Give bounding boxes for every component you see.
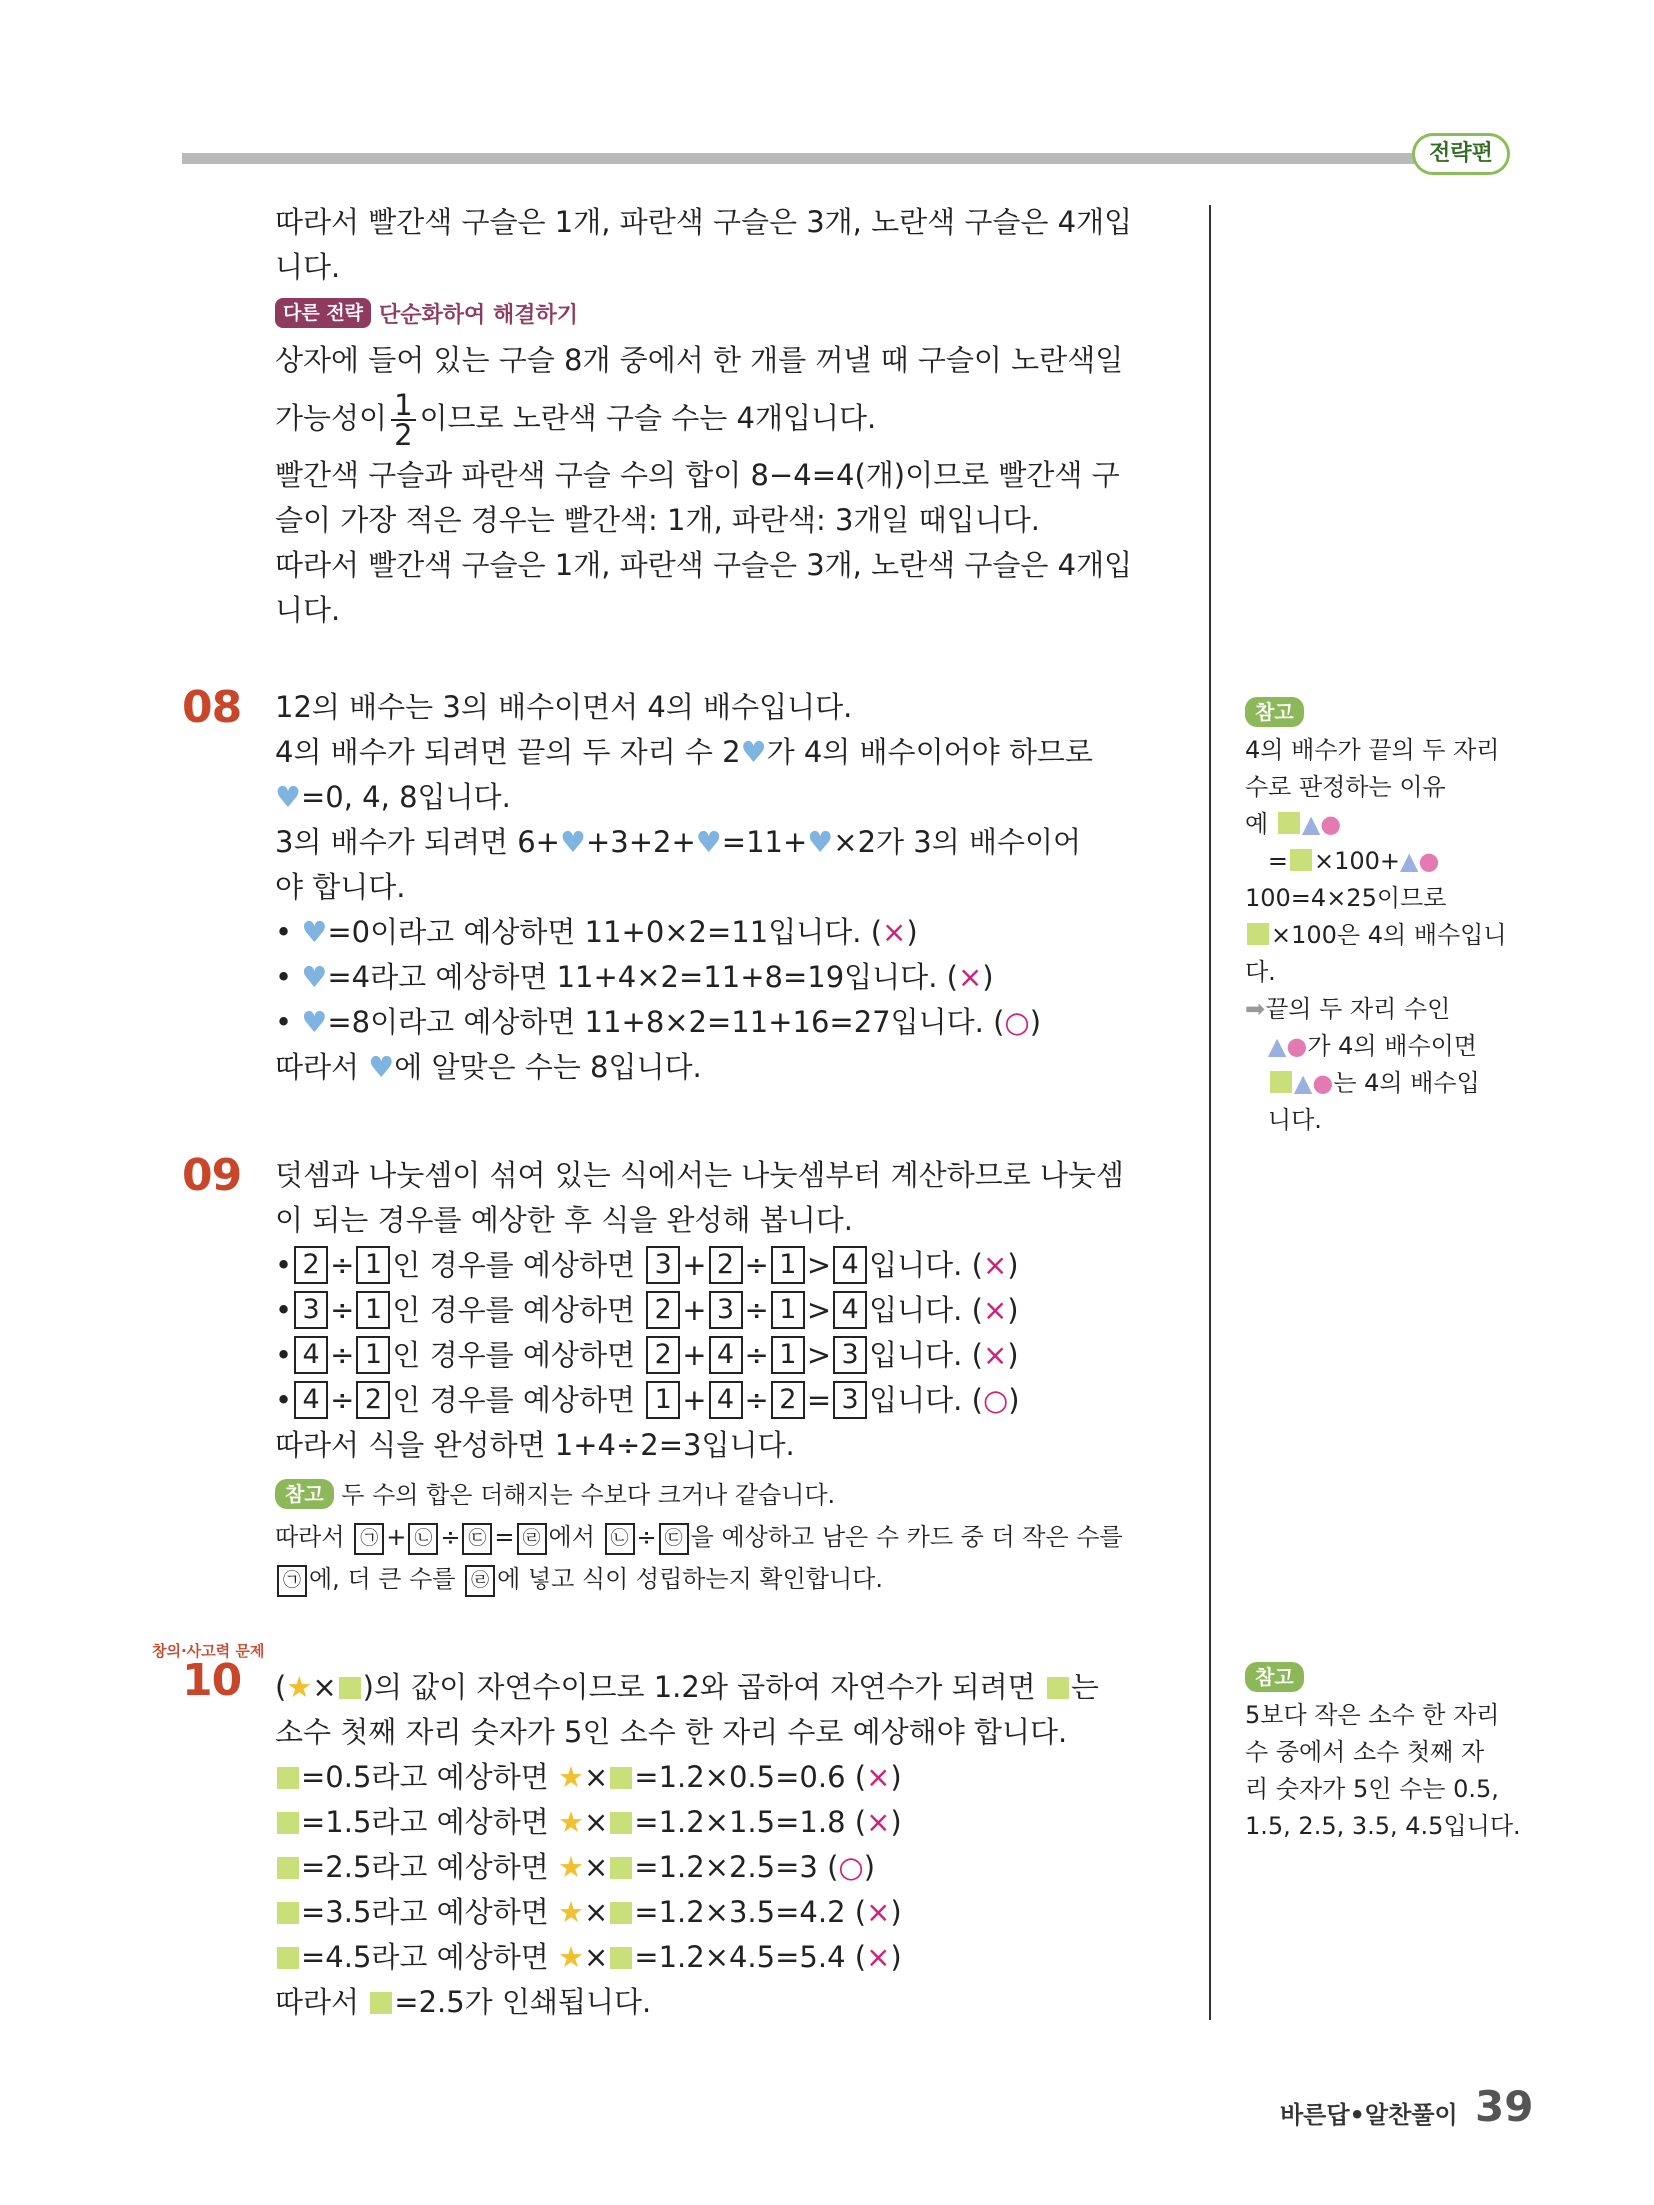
star-icon: ★ — [557, 1940, 584, 1974]
strategy-tag-row — [275, 290, 1180, 338]
q09-row: • 4 ÷ 1 인 경우를 예상하면 2 + 4 ÷ 1 > 3 입니다. (×) — [275, 1338, 1019, 1372]
number-box: 3 — [646, 1246, 680, 1284]
text-line: 4의 배수가 되려면 끝의 두 자리 수 2♥가 4의 배수이어야 하므로 — [275, 735, 1093, 769]
square-icon — [610, 1857, 632, 1879]
number-box: 2 — [356, 1381, 390, 1419]
square-icon — [370, 1992, 392, 2014]
star-icon: ★ — [286, 1670, 313, 1704]
result-mark: ○ — [838, 1850, 864, 1884]
text-line: 소수 첫째 자리 숫자가 5인 소수 한 자리 수로 예상해야 합니다. — [275, 1715, 1068, 1749]
number-box: 1 — [646, 1381, 680, 1419]
number-box: 4 — [709, 1336, 743, 1374]
number-box: 1 — [356, 1336, 390, 1374]
result-mark: ○ — [982, 1383, 1009, 1417]
square-icon — [610, 1812, 632, 1834]
text-line: 따라서 ♥에 알맞은 수는 8입니다. — [275, 1050, 702, 1084]
bullet-line: • ♥=0이라고 예상하면 11+0×2=11입니다. (×) — [275, 915, 918, 949]
star-icon: ★ — [557, 1805, 584, 1839]
q10-row: =3.5라고 예상하면 ★× =1.2×3.5=4.2 (×) — [275, 1890, 1180, 1935]
star-icon: ★ — [557, 1760, 584, 1794]
strategy-tag-text: 단순화하여 해결하기 — [379, 303, 578, 328]
heart-icon: ♥ — [740, 735, 767, 769]
number-box: 3 — [709, 1291, 743, 1329]
square-icon — [1247, 923, 1269, 945]
intro-section — [275, 200, 1180, 633]
bullet-line: • ♥=4라고 예상하면 11+4×2=11+8=19입니다. (×) — [275, 960, 994, 994]
heart-icon: ♥ — [301, 960, 328, 994]
square-icon — [339, 1677, 361, 1699]
footer-text: 바른답•알찬풀이 — [1280, 2101, 1458, 2129]
text-line: 슬이 가장 적은 경우는 빨간색: 1개, 파란색: 3개일 때입니다. — [275, 503, 1040, 537]
q09-rows — [275, 1243, 1180, 1423]
challenge-badge: 창의·사고력 문제 — [152, 1642, 265, 1660]
number-box: 2 — [294, 1246, 328, 1284]
bullet-line: • ♥=8이라고 예상하면 11+8×2=11+16=27입니다. (○) — [275, 1005, 1042, 1039]
text-line: 따라서 식을 완성하면 1+4÷2=3입니다. — [275, 1428, 795, 1462]
triangle-icon: ▲ — [1301, 810, 1321, 838]
q10-rows — [275, 1755, 1180, 1980]
question-number-10: 10 — [182, 1655, 242, 1706]
note-tag: 참고 — [1245, 697, 1304, 727]
fraction: $\frac{1}{2}$ — [391, 391, 415, 449]
page-number: 39 — [1475, 2082, 1534, 2131]
text-line: 야 합니다. — [275, 870, 406, 904]
result-mark: × — [866, 1895, 891, 1929]
q10-row: =1.5라고 예상하면 ★× =1.2×1.5=1.8 (×) — [275, 1800, 1180, 1845]
square-icon — [1047, 1677, 1069, 1699]
note-line: 참고 두 수의 합은 더해지는 수보다 크거나 같습니다. — [275, 1474, 1180, 1516]
column-divider — [1209, 205, 1211, 2020]
number-box: 1 — [356, 1246, 390, 1284]
square-icon — [610, 1767, 632, 1789]
note-line: ㉠ 에, 더 큰 수를 ㉣ 에 넣고 식이 성립하는지 확인합니다. — [275, 1558, 1180, 1600]
number-box: 4 — [294, 1336, 328, 1374]
text-line: 12의 배수는 3의 배수이면서 4의 배수입니다. — [275, 690, 853, 724]
q09-row: • 3 ÷ 1 인 경우를 예상하면 2 + 3 ÷ 1 > 4 입니다. (×) — [275, 1293, 1019, 1327]
correct-mark: ○ — [1004, 1005, 1030, 1039]
number-box: 3 — [833, 1381, 867, 1419]
circle-icon: ● — [1286, 1032, 1308, 1060]
heart-icon: ♥ — [301, 1005, 328, 1039]
heart-icon: ♥ — [301, 915, 328, 949]
section-badge: 전략편 — [1412, 133, 1510, 175]
text-line: 빨간색 구슬과 파란색 구슬 수의 합이 8−4=4(개)이므로 빨간색 구 — [275, 458, 1120, 492]
number-box: 2 — [646, 1336, 680, 1374]
text-line: 상자에 들어 있는 구슬 8개 중에서 한 개를 꺼낼 때 구슬이 노란색일 — [275, 343, 1124, 377]
wrong-mark: × — [882, 915, 907, 949]
text-line: 따라서 =2.5가 인쇄됩니다. — [275, 1985, 652, 2019]
number-box: 2 — [771, 1381, 805, 1419]
number-box: 1 — [771, 1336, 805, 1374]
text-line: (★× )의 값이 자연수이므로 1.2와 곱하여 자연수가 되려면 는 — [275, 1670, 1099, 1704]
number-box: 4 — [833, 1291, 867, 1329]
number-box: 2 — [709, 1246, 743, 1284]
q10-row: =4.5라고 예상하면 ★× =1.2×4.5=5.4 (×) — [275, 1935, 1180, 1980]
q08-section — [275, 685, 1180, 1090]
number-box: 4 — [709, 1381, 743, 1419]
number-box: 2 — [646, 1291, 680, 1329]
text-line: 3의 배수가 되려면 6+♥+3+2+♥=11+♥×2가 3의 배수이어 — [275, 825, 1082, 859]
square-icon — [277, 1767, 299, 1789]
heart-icon: ♥ — [275, 780, 301, 814]
number-box: 1 — [771, 1246, 805, 1284]
q10-row: =0.5라고 예상하면 ★× =1.2×0.5=0.6 (×) — [275, 1755, 1180, 1800]
text-line: 따라서 빨간색 구슬은 1개, 파란색 구슬은 3개, 노란색 구슬은 4개입 — [275, 205, 1133, 239]
result-mark: × — [982, 1293, 1008, 1327]
number-box: 3 — [294, 1291, 328, 1329]
heart-icon: ♥ — [807, 825, 834, 859]
square-icon — [610, 1947, 632, 1969]
number-box: 4 — [294, 1381, 328, 1419]
q10-row: =2.5라고 예상하면 ★× =1.2×2.5=3 (○) — [275, 1845, 1180, 1890]
result-mark: × — [982, 1248, 1008, 1282]
square-icon — [1278, 812, 1300, 834]
text-line: 따라서 빨간색 구슬은 1개, 파란색 구슬은 3개, 노란색 구슬은 4개입 — [275, 548, 1133, 582]
note-tag: 참고 — [1245, 1662, 1304, 1692]
q09-row: • 2 ÷ 1 인 경우를 예상하면 3 + 2 ÷ 1 > 4 입니다. (×) — [275, 1248, 1019, 1282]
question-number-09: 09 — [182, 1150, 242, 1201]
text-line: 이 되는 경우를 예상한 후 식을 완성해 봅니다. — [275, 1203, 853, 1237]
example-mark: 예 — [1245, 810, 1269, 838]
result-mark: × — [866, 1805, 891, 1839]
heart-icon: ♥ — [559, 825, 586, 859]
strategy-tag: 다른 전략 — [275, 298, 371, 328]
question-number-08: 08 — [182, 682, 242, 733]
text-line: ♥=0, 4, 8입니다. — [275, 780, 511, 814]
triangle-icon: ▲ — [1267, 1032, 1287, 1060]
text-line: 덧셈과 나눗셈이 섞여 있는 식에서는 나눗셈부터 계산하므로 나눗셈 — [275, 1158, 1124, 1192]
text-line: 니다. — [275, 593, 341, 627]
note-line: 따라서 ㉠ + ㉡ ÷ ㉢ = ㉣ 에서 ㉡ ÷ ㉢ 을 예상하고 남은 수 카드 중 더 작은 수를 — [275, 1516, 1180, 1558]
result-mark: × — [866, 1940, 891, 1974]
number-box: 4 — [833, 1246, 867, 1284]
q10-section — [275, 1665, 1180, 2025]
text-line: 니다. — [275, 250, 341, 284]
square-icon — [277, 1812, 299, 1834]
square-icon — [277, 1857, 299, 1879]
square-icon — [1270, 1071, 1292, 1093]
circle-icon: ● — [1418, 847, 1440, 875]
text-line-fraction: 가능성이 $\frac{1}{2}$ 이므로 노란색 구슬 수는 4개입니다. — [275, 388, 877, 452]
q09-row: • 4 ÷ 2 인 경우를 예상하면 1 + 4 ÷ 2 = 3 입니다. (○) — [275, 1383, 1020, 1417]
triangle-icon: ▲ — [1400, 847, 1419, 875]
number-box: 1 — [771, 1291, 805, 1329]
result-mark: × — [982, 1338, 1008, 1372]
heart-icon: ♥ — [368, 1050, 395, 1084]
number-box: 3 — [833, 1336, 867, 1374]
header-bar — [182, 153, 1422, 164]
star-icon: ★ — [557, 1895, 584, 1929]
q09-section — [275, 1153, 1180, 1600]
circle-icon: ● — [1320, 810, 1342, 838]
side-note-1: 참고 4의 배수가 끝의 두 자리 수로 판정하는 이유 예 ▲● = ×100+▲● 100=4×25이므로 ×100은 4의 배수입니 다. ➡끝의 두 자리 수인 ▲●가 4의 배수이면 ▲●는 4의 배수입 니다. — [1245, 695, 1535, 1139]
circle-icon: ● — [1312, 1069, 1334, 1097]
square-icon — [610, 1902, 632, 1924]
square-icon — [277, 1902, 299, 1924]
triangle-icon: ▲ — [1293, 1069, 1313, 1097]
wrong-mark: × — [957, 960, 983, 994]
square-icon — [277, 1947, 299, 1969]
note-tag: 참고 — [275, 1479, 334, 1509]
arrow-icon: ➡ — [1245, 995, 1266, 1023]
heart-icon: ♥ — [695, 825, 722, 859]
star-icon: ★ — [557, 1850, 584, 1884]
square-icon — [1290, 849, 1312, 871]
number-box: 1 — [356, 1291, 390, 1329]
side-note-2: 참고 5보다 작은 소수 한 자리 수 중에서 소수 첫째 자 리 숫자가 5인 수는 0.5, 1.5, 2.5, 3.5, 4.5입니다. — [1245, 1660, 1535, 1845]
result-mark: × — [866, 1760, 891, 1794]
